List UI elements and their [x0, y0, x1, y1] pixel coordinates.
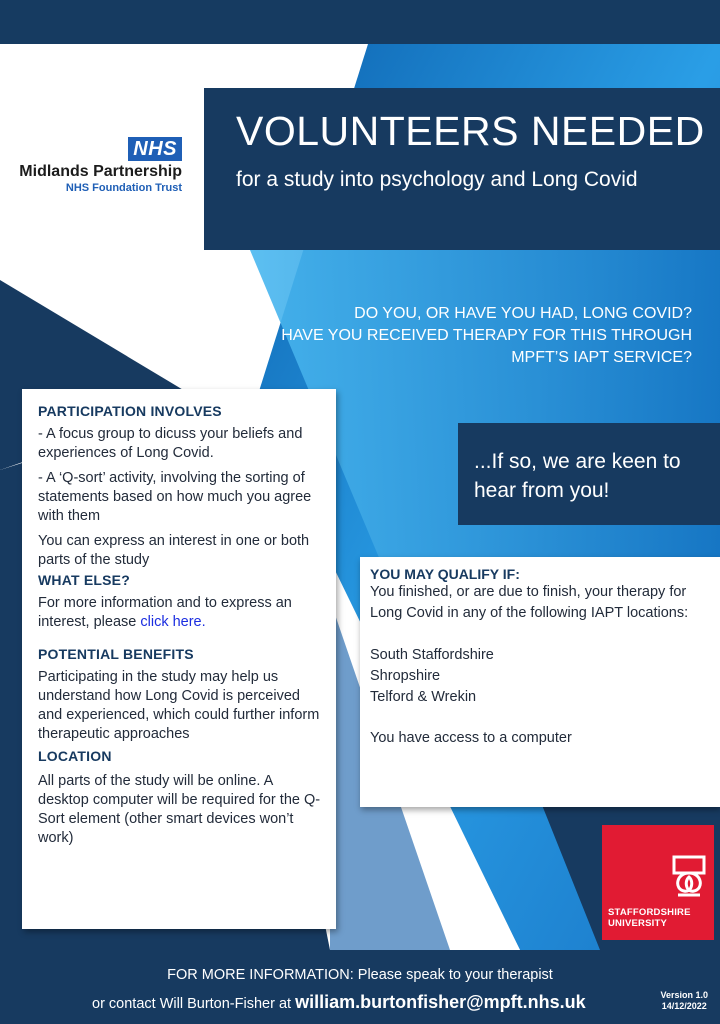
staffordshire-university-logo — [602, 825, 714, 940]
trust-name: NHS Foundation Trust — [65, 182, 182, 194]
benefits-heading: POTENTIAL BENEFITS — [38, 646, 194, 662]
qualify-heading: YOU MAY QUALIFY IF: — [370, 566, 520, 582]
org-name: Midlands Partnership — [19, 163, 182, 180]
what-else-heading: WHAT ELSE? — [38, 572, 130, 588]
location-item: Shropshire — [370, 668, 441, 684]
participation-item: - A ‘Q-sort’ activity, involving the sorting of statements based on how much you agree with them — [38, 470, 312, 524]
participation-note: You can express an interest in one or both parts of the study — [38, 533, 310, 568]
page-subtitle: for a study into psychology and Long Covid — [236, 168, 638, 191]
callout-line: ...If so, we are keen to — [474, 450, 681, 473]
benefits-text: Participating in the study may help us understand how Long Covid is perceived and experienced, which could further inform therapeutic approaches — [38, 669, 320, 742]
what-else-body: For more information and to express an interest, please — [38, 595, 292, 630]
top-bar — [0, 0, 720, 44]
nhs-logo — [18, 137, 186, 197]
question-line: MPFT’S IAPT SERVICE? — [511, 349, 692, 366]
footer-contact — [92, 992, 586, 1013]
participation-heading: PARTICIPATION INVOLVES — [38, 403, 222, 419]
callout-text — [474, 447, 714, 505]
university-name-line: UNIVERSITY — [608, 918, 668, 929]
callout-line: hear from you! — [474, 479, 610, 502]
version-info — [660, 990, 708, 1012]
location-item: South Staffordshire — [370, 647, 494, 663]
question-line: DO YOU, OR HAVE YOU HAD, LONG COVID? — [354, 305, 692, 322]
participation-item: - A focus group to dicuss your beliefs and experiences of Long Covid. — [38, 426, 303, 461]
version-label: Version 1.0 — [660, 990, 708, 1000]
footer-info: FOR MORE INFORMATION: Please speak to your therapist — [167, 967, 553, 983]
qualify-panel — [360, 557, 720, 807]
location-heading: LOCATION — [38, 748, 112, 764]
click-here-link[interactable]: click here. — [140, 614, 206, 630]
what-else-text — [38, 594, 326, 632]
title-box — [204, 88, 720, 250]
computer-requirement: You have access to a computer — [370, 730, 572, 746]
contact-email[interactable]: william.burtonfisher@mpft.nhs.uk — [295, 992, 586, 1012]
page-title: VOLUNTEERS NEEDED — [236, 108, 705, 154]
version-date: 14/12/2022 — [661, 1001, 707, 1011]
qualify-intro: You finished, or are due to finish, your therapy for Long Covid in any of the following IAPT locations: — [370, 584, 689, 621]
info-panel — [22, 389, 336, 929]
question-line: HAVE YOU RECEIVED THERAPY FOR THIS THROUGH — [281, 327, 692, 344]
stafford-knot-icon — [668, 855, 710, 901]
contact-prefix: or contact Will Burton-Fisher at — [92, 996, 292, 1012]
nhs-badge: NHS — [128, 137, 182, 161]
location-item: Telford & Wrekin — [370, 689, 477, 705]
location-text: All parts of the study will be online. A desktop computer will be required for the Q-Sort element (other smart devices won’t work) — [38, 773, 321, 846]
eligibility-questions — [281, 303, 692, 369]
footer — [0, 950, 720, 1024]
callout-box — [458, 423, 720, 525]
university-name-line: STAFFORDSHIRE — [608, 907, 691, 918]
